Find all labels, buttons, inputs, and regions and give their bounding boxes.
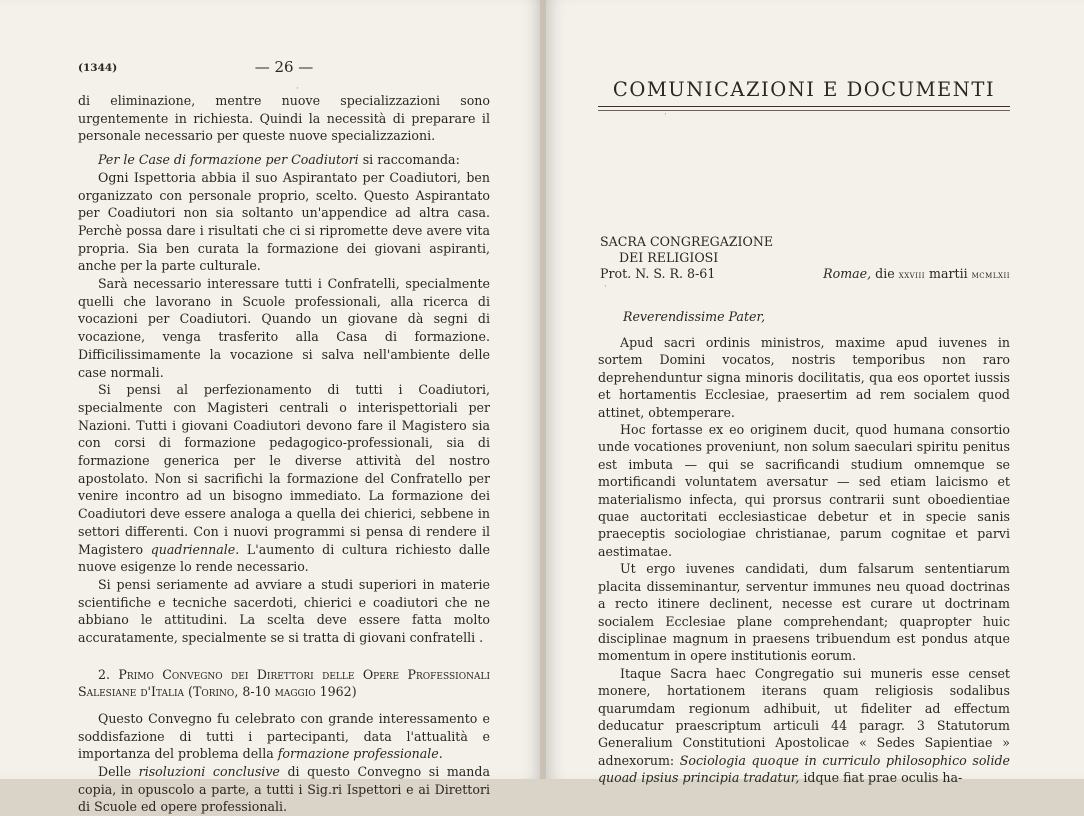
issuer-line: SACRA CONGREGAZIONE	[600, 234, 774, 249]
left-page-body	[78, 92, 490, 816]
paragraph: di eliminazione, mentre nuove specializzazioni sono urgentemente in richiesta. Quindi la necessità di preparare il personale necessario per queste nuove specializzazioni.	[78, 93, 490, 144]
paragraph: Ut ergo iuvenes candidati, dum falsarum sententiarum placita disseminantur, serventur immunes neu quoad doctrinas a recto itinere declinent, necesse est curare ut doctrinam socialem Ecclesiae plane comprehendant; quapropter huic disciplinae magnum in praesens tribuendum est pondus atque momentum in opere institutionis eorum.	[598, 561, 1010, 664]
paragraph-text: Itaque Sacra haec Congregatio sui muneris esse censet monere, hortationem iterans quam religiosis sodalibus quarumdam regionum adhibuit, ut fideliter ad effectum deducatur praescriptum articuli 44 paragr. 3 Statutorum Generalium Constitutioni Apostolicae « Sedes Sapientiae » adnexorum:	[598, 665, 1010, 768]
title-rule-thin	[598, 110, 1010, 111]
date-month: martii	[925, 266, 972, 281]
issuer-block	[600, 234, 773, 266]
paragraph-text: di questo Convegno si manda copia, in opuscolo a parte, a tutti i Sig.ri Ispettori e ai Direttori di Scuole ed opere professionali.	[78, 763, 490, 815]
date-text: die	[871, 266, 899, 281]
paragraph	[78, 151, 490, 169]
paragraph: Si pensi seriamente ad avviare a studi superiori in materie scientifiche e tecniche sacerdoti, chierici e coadiutori che ne abbiano le attitudini. La scelta deve essere fatta molto accuratamente, specialmente se si tratta di giovani confratelli .	[78, 576, 490, 646]
paper-speck: ·	[664, 110, 667, 120]
paragraph-text: Delle	[98, 763, 139, 779]
paragraph-text: idque fiat prae oculis ha-	[799, 770, 963, 786]
italic-text: risoluzioni conclusive	[138, 763, 280, 779]
paragraph: Hoc fortasse ex eo originem ducit, quod humana consortio unde vocationes proveniunt, non solum saeculari spiritu penitus est imbuta — qui se sacrificandi studium omnemque se mortificandi voluntatem aversatur — sed etiam laicismo et materialismo infecta, qui prorsus contrarii sunt oboedientiae quae auctoritati ecclesiasticae debetur et in specie sanis praeceptis sociologiae christianae, parum cognitae et parvi aestimatae.	[598, 422, 1010, 559]
paragraph	[78, 381, 490, 576]
italic-text: Per le Case di formazione per Coadiutori	[98, 152, 359, 168]
italic-text: Sociologia quoque in curriculo philosophico solide quoad ipsius principia tradatur,	[598, 752, 1010, 786]
document-date	[823, 266, 1010, 281]
paper-speck: ·	[296, 84, 299, 94]
italic-text: quadriennale.	[150, 541, 240, 557]
italic-text: formazione professionale.	[277, 746, 443, 762]
paragraph	[598, 665, 1010, 787]
paragraph-text: L'aumento di cultura richiesto dalle nuove esigenze lo rende necessario.	[78, 541, 491, 575]
right-page-body	[598, 334, 1010, 787]
signature-number: (1344)	[78, 62, 118, 74]
salutation: Reverendissime Pater,	[623, 309, 766, 324]
paragraph	[78, 763, 490, 816]
date-place: Romae,	[823, 266, 872, 281]
paragraph-text: si raccomanda:	[358, 152, 460, 168]
left-page-header	[78, 58, 490, 80]
page-number: — 26 —	[254, 58, 314, 76]
title-rule	[598, 106, 1010, 107]
paragraph-text: Si pensi al perfezionamento di tutti i Coadiutori, specialmente con Magisteri centrali o interispettoriali per Nazioni. Tutti i giovani Coadiutori devono fare il Magistero sia con corsi di formazione pedagogico-professionali, sia di formazione generica per le diverse attività del nostro apostolato. Non si sacrifichi la formazione del Confratello per venire incontro ad un bisogno immediato. La formazione dei Coadiutori deve essere analoga a quella dei chierici, sebbene in settori differenti. Con i nuovi programmi si pensa di rendere il Magistero	[78, 382, 490, 557]
issuer-line: DEI RELIGIOSI	[619, 250, 719, 265]
paper-speck: ·	[604, 282, 607, 292]
paragraph: Ogni Ispettoria abbia il suo Aspirantato per Coadiutori, ben organizzato con personale proprio, scelto. Questo Aspirantato per Coadiutori non sia soltanto un'appendice ad altra casa. Perchè possa dare i risultati che ci si ripromette deve avere vita propria. Sia ben curata la formazione dei giovani aspiranti, anche per la parte culturale.	[78, 169, 490, 274]
section-heading: 2. Primo Convegno dei Direttori delle Opere Professionali Salesiane d'Italia (Torino, 8-10 maggio 1962)	[78, 666, 490, 699]
paragraph	[78, 710, 490, 763]
date-day: xxviii	[898, 269, 926, 281]
section-title: COMUNICAZIONI E DOCUMENTI	[612, 78, 996, 101]
date-year: mcmlxii	[971, 269, 1010, 281]
paragraph: Sarà necessario interessare tutti i Confratelli, specialmente quelli che lavorano in Scuole professionali, alla ricerca di vocazioni per Coadiutori. Quando un giovane dà segni di vocazione, venga trasferito alla Casa di formazione. Difficilissimamente la vocazione si salva nell'ambiente delle case normali.	[78, 276, 490, 380]
paragraph-text: Questo Convegno fu celebrato con grande interessamento e soddisfazione di tutti i partecipanti, data l'attualità e importanza del problema della	[78, 710, 490, 762]
paragraph: Apud sacri ordinis ministros, maxime apud iuvenes in sortem Domini vocatos, nostris temporibus non raro deprehenduntur signa minoris docilitatis, qua eos oportet iussis et hortamentis Ecclesiae, praesertim ad rem socialem quod attinet, obtemperare.	[598, 335, 1010, 420]
protocol-number: Prot. N. S. R. 8-61	[600, 266, 716, 281]
protocol-line	[600, 266, 1010, 284]
